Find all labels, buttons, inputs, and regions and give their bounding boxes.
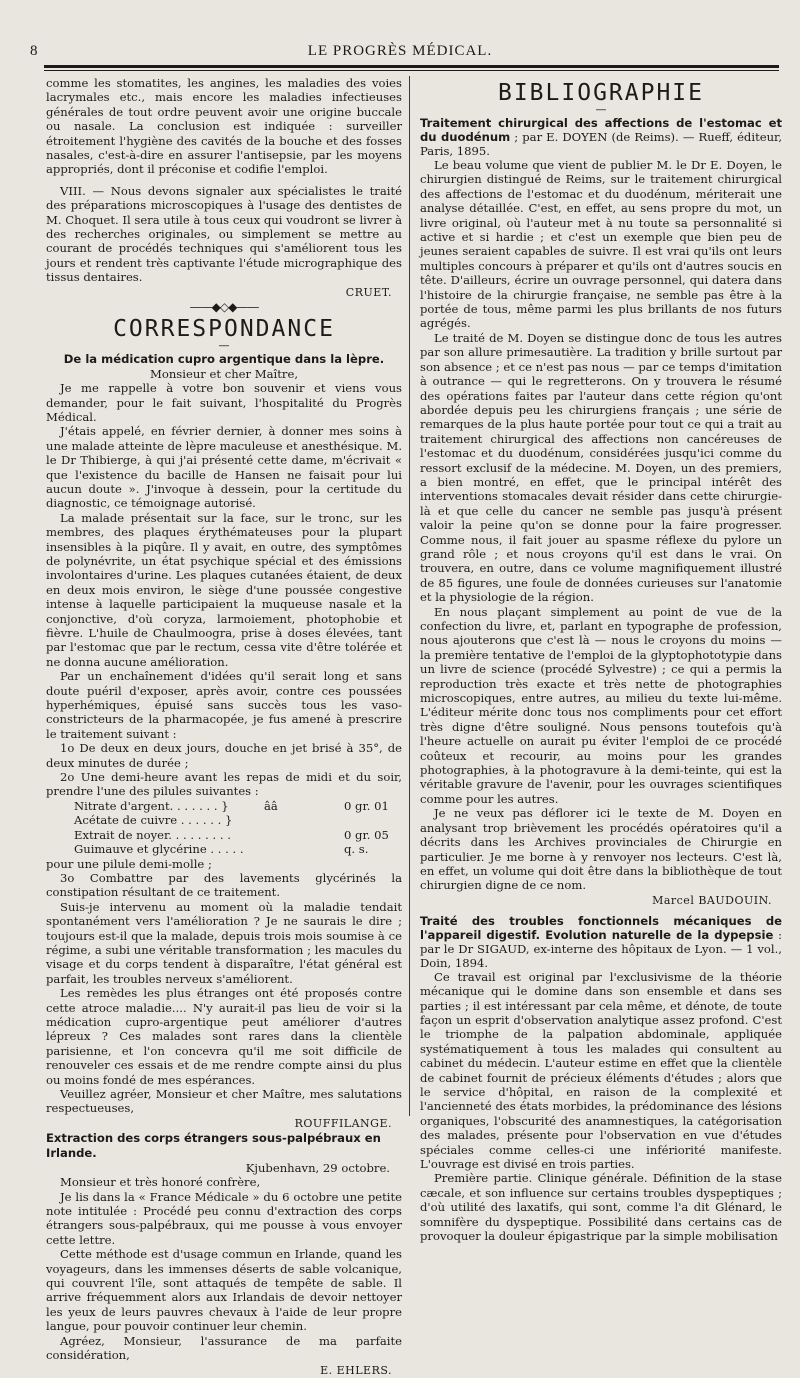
paragraph: 3o Combattre par des lavements glycérinés la constipation résultant de ce traitement. [46, 870, 402, 900]
paragraph: Première partie. Clinique générale. Définition de la stase cæcale, et son influence sur certains troubles dyspeptiques ; d'où utilité des laxatifs, qui sont, comme l'a dit Glénard, le somnifère du dyspeptique. Possibilité dans certains cas de provoquer la douleur épigastrique par la simple mobilisation [420, 1171, 782, 1244]
prescription-row: Guimauve et glycérine . . . . . q. s. [74, 842, 369, 857]
section-title-correspondance: CORRESPONDANCE [113, 315, 335, 342]
title-dash: — [218, 338, 230, 352]
signature: E. EHLERS. [320, 1363, 392, 1377]
paragraph: Ce travail est original par l'exclusivisme de la théorie mécanique qui le domine dans son ensemble et dans ses parties ; il est intéressant par cela même, et dénote, de toute façon un esprit d'observation analytique assez profond. C'est le triomphe de la palpation abdominale, appliquée systématiquement à tous les malades qui consultent au cabinet du médecin. L'auteur estime en effet que la clientèle de cabinet fournit de précieux éléments d'études ; alors que le service d'hôpital, en raison de la complexité et l'ancienneté des états morbides, la prédominance des lésions organiques, l'obscurité des anamnestiques, la catégorisation des malades, présente pour l'observation en vue d'études spéciales comme celles-ci une infériorité manifeste. L'ouvrage est divisé en trois parties. [420, 969, 782, 1171]
paragraph: Cette méthode est d'usage commun en Irlande, quand les voyageurs, dans les immenses déserts de sable volcanique, qui couvrent l'île, sont attaqués de tempête de sable. Il arrive fréquemment alors aux Irlandais de devoir nettoyer les yeux de leurs pauvres chevaux à l'aide de leur propre langue, pour pouvoir continuer leur chemin. [46, 1247, 402, 1334]
left-column [46, 76, 402, 1378]
paragraph: Veuillez agréer, Monsieur et cher Maître, mes salutations respectueuses, [46, 1087, 402, 1116]
salutation: Monsieur et cher Maître, [149, 366, 299, 381]
paragraph: VIII. — Nous devons signaler aux spécialistes le traité des préparations microscopiques à l'usage des dentistes de M. Choquet. Il sera utile à tous ceux qui voudront se livrer à des recherches originales, ou simplement se mettre au courant de procédés techniques qui s'améliorent tous les jours et rendent très captivante l'étude micrographique des tissus dentaires. [46, 183, 402, 285]
paragraph: Les remèdes les plus étranges ont été proposés contre cette atroce maladie.... N'y aurait-il pas lieu de voir si la médication cupro-argentique peut améliorer d'autres lépreux ? Ces malades sont rares dans la clientèle parisienne, et l'on concevra qu'il me soit difficile de renouveler ces essais et de me rendre compte ainsi du plus ou moins fondé de mes espérances. [46, 986, 402, 1087]
prescription-row: Extrait de noyer. . . . . . . . . 0 gr. 05 [74, 827, 389, 842]
letter-place-date: Kjubenhavn, 29 octobre. [245, 1160, 390, 1175]
signature: Marcel BAUDOUIN. [652, 893, 772, 907]
signature: ROUFFILANGE. [294, 1116, 392, 1130]
paragraph: 1o De deux en deux jours, douche en jet brisé à 35°, de deux minutes de durée ; [46, 741, 402, 770]
paragraph: Le traité de M. Doyen se distingue donc de tous les autres par son allure primesautière. La tradition y brille surtout par son absence ; et ce n'est pas nous — par ce temps d'imitation à outrance — qui le regretterons. On y trouvera le résumé des opérations faites par l'auteur dans cette région qu'ont abordée depuis peu les chirurgiens français ; une série de remarques de la plus haute portée pour tout ce qui a trait au traitement chirurgical des affections non cancéreuses de l'estomac et du duodénum, considérées jusqu'ici comme du ressort exclusif de la médecine. M. Doyen, un des premiers, a bien montré, en effet, que le principal intérêt des interventions stomacales devait résider dans cette chirurgie-là et que celle du cancer ne semble pas jusqu'à présent valoir la peine qu'on se donne pour la faire progresser. Comme nous, il fait jouer au spasme réflexe du pylore un grand rôle ; et nous croyons qu'il est dans le vrai. On trouvera, en outre, dans ce volume magnifiquement illustré de 85 figures, une foule de données curieuses sur l'anatomie et la physiologie de la région. [420, 330, 782, 605]
paragraph: Je lis dans la « France Médicale » du 6 octobre une petite note intitulée : Procédé peu connu d'extraction des corps étrangers sous-palpébraux, qui me pousse à vous envoyer cette lettre. [46, 1189, 402, 1247]
paragraph: 2o Une demi-heure avant les repas de midi et du soir, prendre l'une des pilules suivantes : [46, 770, 402, 799]
paragraph: pour une pilule demi-molle ; [46, 856, 212, 871]
header-rule-thick [44, 65, 779, 68]
paragraph: Je ne veux pas déflorer ici le texte de M. Doyen en analysant trop brièvement les procédés opératoires qu'il a décrits dans les Archives provinciales de Chirurgie en particulier. Je me borne à y renvoyer nos lecteurs. C'est là, en effet, un volume qui doit être dans la bibliothèque de tout chirurgien digne de ce nom. [420, 806, 782, 893]
column-divider [409, 76, 410, 1116]
paragraph: comme les stomatites, les angines, les maladies des voies lacrymales etc., mais encore les maladies infectieuses générales de tout ordre peuvent avoir une origine buccale ou nasale. La conclusion est indiquée : surveiller étroitement l'hygiène des cavités de la bouche et des fosses nasales, c'est-à-dire en assurer l'antisepsie, par les moyens appropriés, dont il préconise et codifie l'emploi. [46, 76, 402, 177]
paragraph: Suis-je intervenu au moment où la maladie tendait spontanément vers l'amélioration ? Je ne saurais le dire ; toujours est-il que la malade, depuis trois mois soumise à ce régime, a subi une véritable transformation ; les macules du visage et du corps tendent à disparaître, l'état général est parfait, les troubles nerveux s'améliorent. [46, 899, 402, 986]
section-title-bibliographie: BIBLIOGRAPHIE [497, 80, 704, 106]
paragraph: Agréez, Monsieur, l'assurance de ma parfaite considération, [46, 1333, 402, 1363]
header-rule-thin [44, 70, 779, 71]
ornament-divider: ——◆◇◆—— [189, 299, 259, 314]
paragraph: En nous plaçant simplement au point de vue de la confection du livre, et, parlant en typographe de profession, nous ajouterons que c'est là — nous le croyons du moins — la première tentative de l'emploi de la glyptophototypie dans un livre de science (procédé Sylvestre) ; ce qui a permis la reproduction très exacte et très nette de photographies microscopiques, entre autres, au milieu du texte lui-même. L'éditeur mérite donc tous nos compliments pour cet effort très digne d'être souligné. Nous pensons toutefois qu'à l'heure actuelle on aurait pu éviter l'emploi de ce procédé coûteux et recourir, au moins pour les grandes photographies, à la photogravure à la demi-teinte, qui est la véritable gravure de l'avenir, pour les ouvrages scientifiques comme pour les autres. [420, 604, 782, 806]
signature: CRUET. [345, 285, 392, 299]
review-title: Traitement chirurgical des affections de l'estomac et du duodénum ; par E. DOYEN (de Reims). — Rueff, éditeur, Paris, 1895. [420, 116, 783, 158]
paragraph: Par un enchaînement d'idées qu'il serait long et sans doute puéril d'exposer, après avoir, contre ces poussées hyperhémiques, épuisé sans succès tous les vaso-constricteurs de la pharmacopée, je fus amené à prescrire le traitement suivant : [46, 669, 402, 741]
prescription-row: Nitrate d'argent. . . . . . . } ââ 0 gr. 01 [74, 798, 389, 813]
right-column [420, 76, 782, 1243]
paragraph: J'étais appelé, en février dernier, à donner mes soins à une malade atteinte de lèpre maculeuse et anesthésique. M. le Dr Thibierge, à qui j'ai présenté cette dame, m'écrivait « que l'existence du bacille de Hansen ne faisait pour lui aucun doute ». J'invoque à dessein, pour la certitude du diagnostic, ce témoignage autorisé. [46, 424, 402, 511]
prescription [46, 799, 402, 857]
page-number: 8 [30, 43, 38, 59]
salutation: Monsieur et très honoré confrère, [60, 1175, 261, 1190]
paragraph: Je me rappelle à votre bon souvenir et viens vous demander, pour le fait suivant, l'hospitalité du Progrès Médical. [46, 381, 402, 424]
letter-title: De la médication cupro argentique dans la lèpre. [63, 351, 385, 366]
title-dash: — [595, 103, 607, 116]
paragraph: La malade présentait sur la face, sur le tronc, sur les membres, des plaques érythémateuses pour la plupart insensibles à la piqûre. Il y avait, en outre, des symptômes de polynévrite, un état psychique spécial et des émissions involontaires d'urine. Les plaques cutanées étaient, de deux en deux mois environ, le siège d'une poussée congestive intense à laquelle participaient la muqueuse nasale et la conjonctive, d'où coryza, larmoiement, photophobie et fièvre. L'huile de Chaulmoogra, prise à doses élevées, tant par l'estomac que par le rectum, cessa vite d'être tolérée et ne donna aucune amélioration. [46, 510, 402, 669]
letter-title: Extraction des corps étrangers sous-palpébraux en Irlande. [46, 1130, 381, 1160]
paragraph: Le beau volume que vient de publier M. le Dr E. Doyen, le chirurgien distingué de Reims, sur le traitement chirurgical des affections de l'estomac et du duodénum, mériterait une analyse détaillée. C'est, en effet, au sens propre du mot, un livre original, où l'auteur met à nu toute sa personnalité si active et si hardie ; et c'est un exemple que bien peu de jeunes seraient capables de suivre. Il est vrai qu'ils ont leurs multiples concours à préparer et qu'ils ont d'autres soucis en tête. D'ailleurs, écrire un ouvrage personnel, qui datera dans l'histoire de la chirurgie française, ne semble pas être à la portée de tous, même parmi les plus brillants de nos futurs agrégés. [420, 158, 782, 331]
review-title: Traité des troubles fonctionnels mécaniques de l'appareil digestif. Evolution naturelle de la dypepsie : par le Dr SIGAUD, ex-interne des hôpitaux de Lyon. — 1 vol., Doin, 1894. [420, 913, 782, 970]
running-title: LE PROGRÈS MÉDICAL. [307, 43, 493, 59]
prescription-row: Acétate de cuivre . . . . . . } [74, 813, 233, 828]
